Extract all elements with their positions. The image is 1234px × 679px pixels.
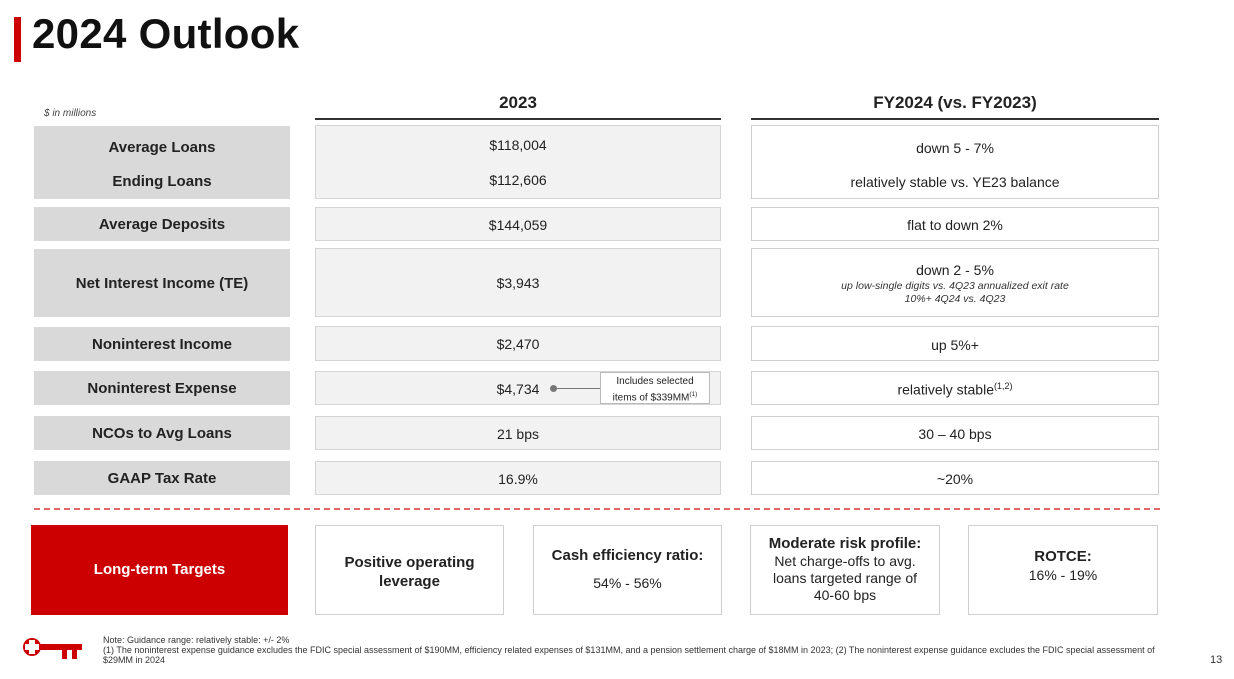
- target-cash-efficiency: [533, 525, 722, 615]
- row-outlook-tax-rate: [751, 461, 1159, 495]
- footnotes: [103, 635, 1173, 665]
- row-outlook-noninterest-income: [751, 326, 1159, 361]
- value-noninterest-income: $2,470: [496, 336, 540, 352]
- row-value-noninterest-income: [315, 326, 721, 361]
- label-average-deposits: Average Deposits: [98, 216, 226, 233]
- row-label-nii: [34, 249, 290, 317]
- label-average-loans: Average Loans: [108, 139, 216, 156]
- page-title: 2024 Outlook: [32, 10, 300, 57]
- target-cash-efficiency-value: 54% - 56%: [593, 575, 662, 591]
- label-noninterest-income: Noninterest Income: [91, 336, 233, 353]
- target-operating-leverage: [315, 525, 504, 615]
- page-number: 13: [1210, 654, 1223, 666]
- target-risk-profile-text: Net charge-offs to avg. loans targeted range of 40-60 bps: [773, 553, 917, 603]
- target-cash-efficiency-title: Cash efficiency ratio:: [551, 547, 704, 564]
- outlook-noninterest-income: up 5%+: [931, 337, 979, 353]
- outlook-nii-sub1: up low-single digits vs. 4Q23 annualized exit rate: [841, 280, 1069, 292]
- target-rotce-title: ROTCE:: [1034, 548, 1092, 565]
- row-value-loans: [315, 125, 721, 199]
- title-accent-bar: [14, 17, 21, 62]
- label-noninterest-expense: Noninterest Expense: [87, 380, 237, 397]
- label-ending-loans: Ending Loans: [112, 173, 212, 190]
- outlook-nii-sub2: 10%+ 4Q24 vs. 4Q23: [904, 293, 1006, 305]
- row-outlook-loans: [751, 125, 1159, 199]
- label-ncos: NCOs to Avg Loans: [92, 425, 232, 442]
- row-label-loans: [34, 126, 290, 199]
- value-ncos: 21 bps: [496, 426, 540, 442]
- target-rotce: [968, 525, 1158, 615]
- value-tax-rate: 16.9%: [498, 471, 538, 487]
- callout-line2-text: items of $339MM: [612, 392, 690, 404]
- units-note: $ in millions: [44, 108, 97, 119]
- outlook-nii: down 2 - 5%: [916, 262, 994, 278]
- outlook-tax-rate: ~20%: [936, 471, 974, 487]
- target-operating-leverage-text: Positive operating leverage: [344, 554, 475, 590]
- outlook-ncos: 30 – 40 bps: [918, 426, 992, 442]
- row-outlook-average-deposits: [751, 207, 1159, 241]
- outlook-noninterest-expense-footnote-ref: (1,2): [993, 381, 1013, 391]
- callout-line1: Includes selected: [616, 376, 694, 387]
- target-risk-profile: [750, 525, 940, 615]
- row-label-tax-rate: [34, 461, 290, 495]
- row-label-ncos: [34, 416, 290, 450]
- outlook-ending-loans: relatively stable vs. YE23 balance: [850, 174, 1060, 190]
- row-label-noninterest-income: [34, 327, 290, 361]
- label-tax-rate: GAAP Tax Rate: [107, 470, 217, 487]
- row-label-noninterest-expense: [34, 371, 290, 405]
- callout-connector-dot: [550, 385, 557, 392]
- outlook-noninterest-expense-text: relatively stable: [897, 381, 994, 398]
- callout-footnote-ref: (1): [689, 391, 698, 398]
- row-label-average-deposits: [34, 207, 290, 241]
- label-nii: Net Interest Income (TE): [75, 275, 249, 292]
- row-value-ncos: [315, 416, 721, 450]
- row-value-average-deposits: [315, 207, 721, 241]
- target-risk-profile-title: Moderate risk profile:: [768, 535, 922, 552]
- column-header-fy2024-rule: [751, 118, 1159, 120]
- row-outlook-ncos: [751, 416, 1159, 450]
- column-header-2023: 2023: [499, 93, 537, 112]
- footnote-guidance: Note: Guidance range: relatively stable: +/- 2%: [103, 635, 290, 645]
- outlook-noninterest-expense: [752, 381, 1158, 398]
- callout-line2: [601, 388, 709, 404]
- selected-items-callout: [600, 372, 710, 404]
- value-noninterest-expense: $4,734: [496, 381, 540, 397]
- outlook-average-loans: down 5 - 7%: [916, 140, 994, 156]
- column-header-fy2024: FY2024 (vs. FY2023): [873, 93, 1037, 112]
- section-divider: [34, 508, 1160, 510]
- value-ending-loans: $112,606: [489, 172, 547, 188]
- outlook-average-deposits: flat to down 2%: [907, 217, 1003, 233]
- value-nii: $3,943: [496, 275, 540, 291]
- row-outlook-nii: [751, 248, 1159, 317]
- value-average-deposits: $144,059: [488, 217, 548, 233]
- long-term-targets-label: Long-term Targets: [31, 525, 288, 615]
- row-outlook-noninterest-expense: [751, 371, 1159, 405]
- row-value-nii: [315, 248, 721, 317]
- row-value-tax-rate: [315, 461, 721, 495]
- footnote-detail: (1) The noninterest expense guidance excludes the FDIC special assessment of $190MM, efficiency related expenses of $131MM, and a pension settlement charge of $18MM in 2023; (2) The noninterest expense guidance excludes the FDIC special assessment of $29MM in 2024: [103, 645, 1155, 665]
- value-average-loans: $118,004: [489, 137, 547, 153]
- target-rotce-value: 16% - 19%: [1028, 567, 1098, 583]
- key-logo-icon: [22, 632, 84, 667]
- callout-connector-line: [552, 388, 600, 389]
- column-header-2023-rule: [315, 118, 721, 120]
